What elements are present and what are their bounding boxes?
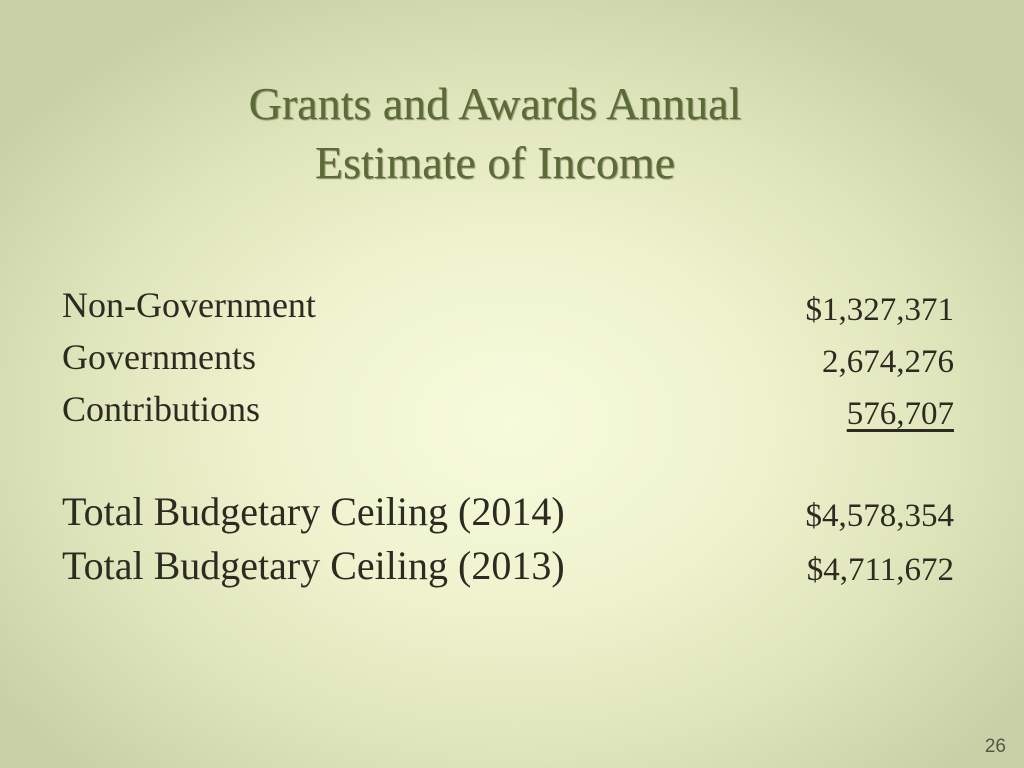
total-row-2014	[62, 488, 954, 540]
row-label: Total Budgetary Ceiling (2013)	[62, 543, 565, 588]
slide-number: 26	[984, 736, 1006, 757]
row-value: $4,711,672	[806, 552, 954, 588]
row-label: Contributions	[62, 389, 261, 429]
row-value: 2,674,276	[822, 344, 954, 380]
row-value: $4,578,354	[805, 498, 954, 534]
row-value: $1,327,371	[805, 292, 954, 328]
total-row-2013	[62, 542, 954, 594]
title-line-1: Grants and Awards Annual	[248, 78, 742, 129]
row-label: Governments	[62, 337, 256, 377]
row-label: Total Budgetary Ceiling (2014)	[62, 489, 565, 534]
income-row-governments	[62, 336, 954, 388]
income-row-non-government	[62, 284, 954, 336]
row-value: 576,707	[846, 396, 954, 432]
slide-title	[0, 74, 990, 192]
row-label: Non-Government	[62, 285, 316, 325]
income-row-contributions	[62, 388, 954, 440]
title-line-2: Estimate of Income	[314, 137, 676, 188]
